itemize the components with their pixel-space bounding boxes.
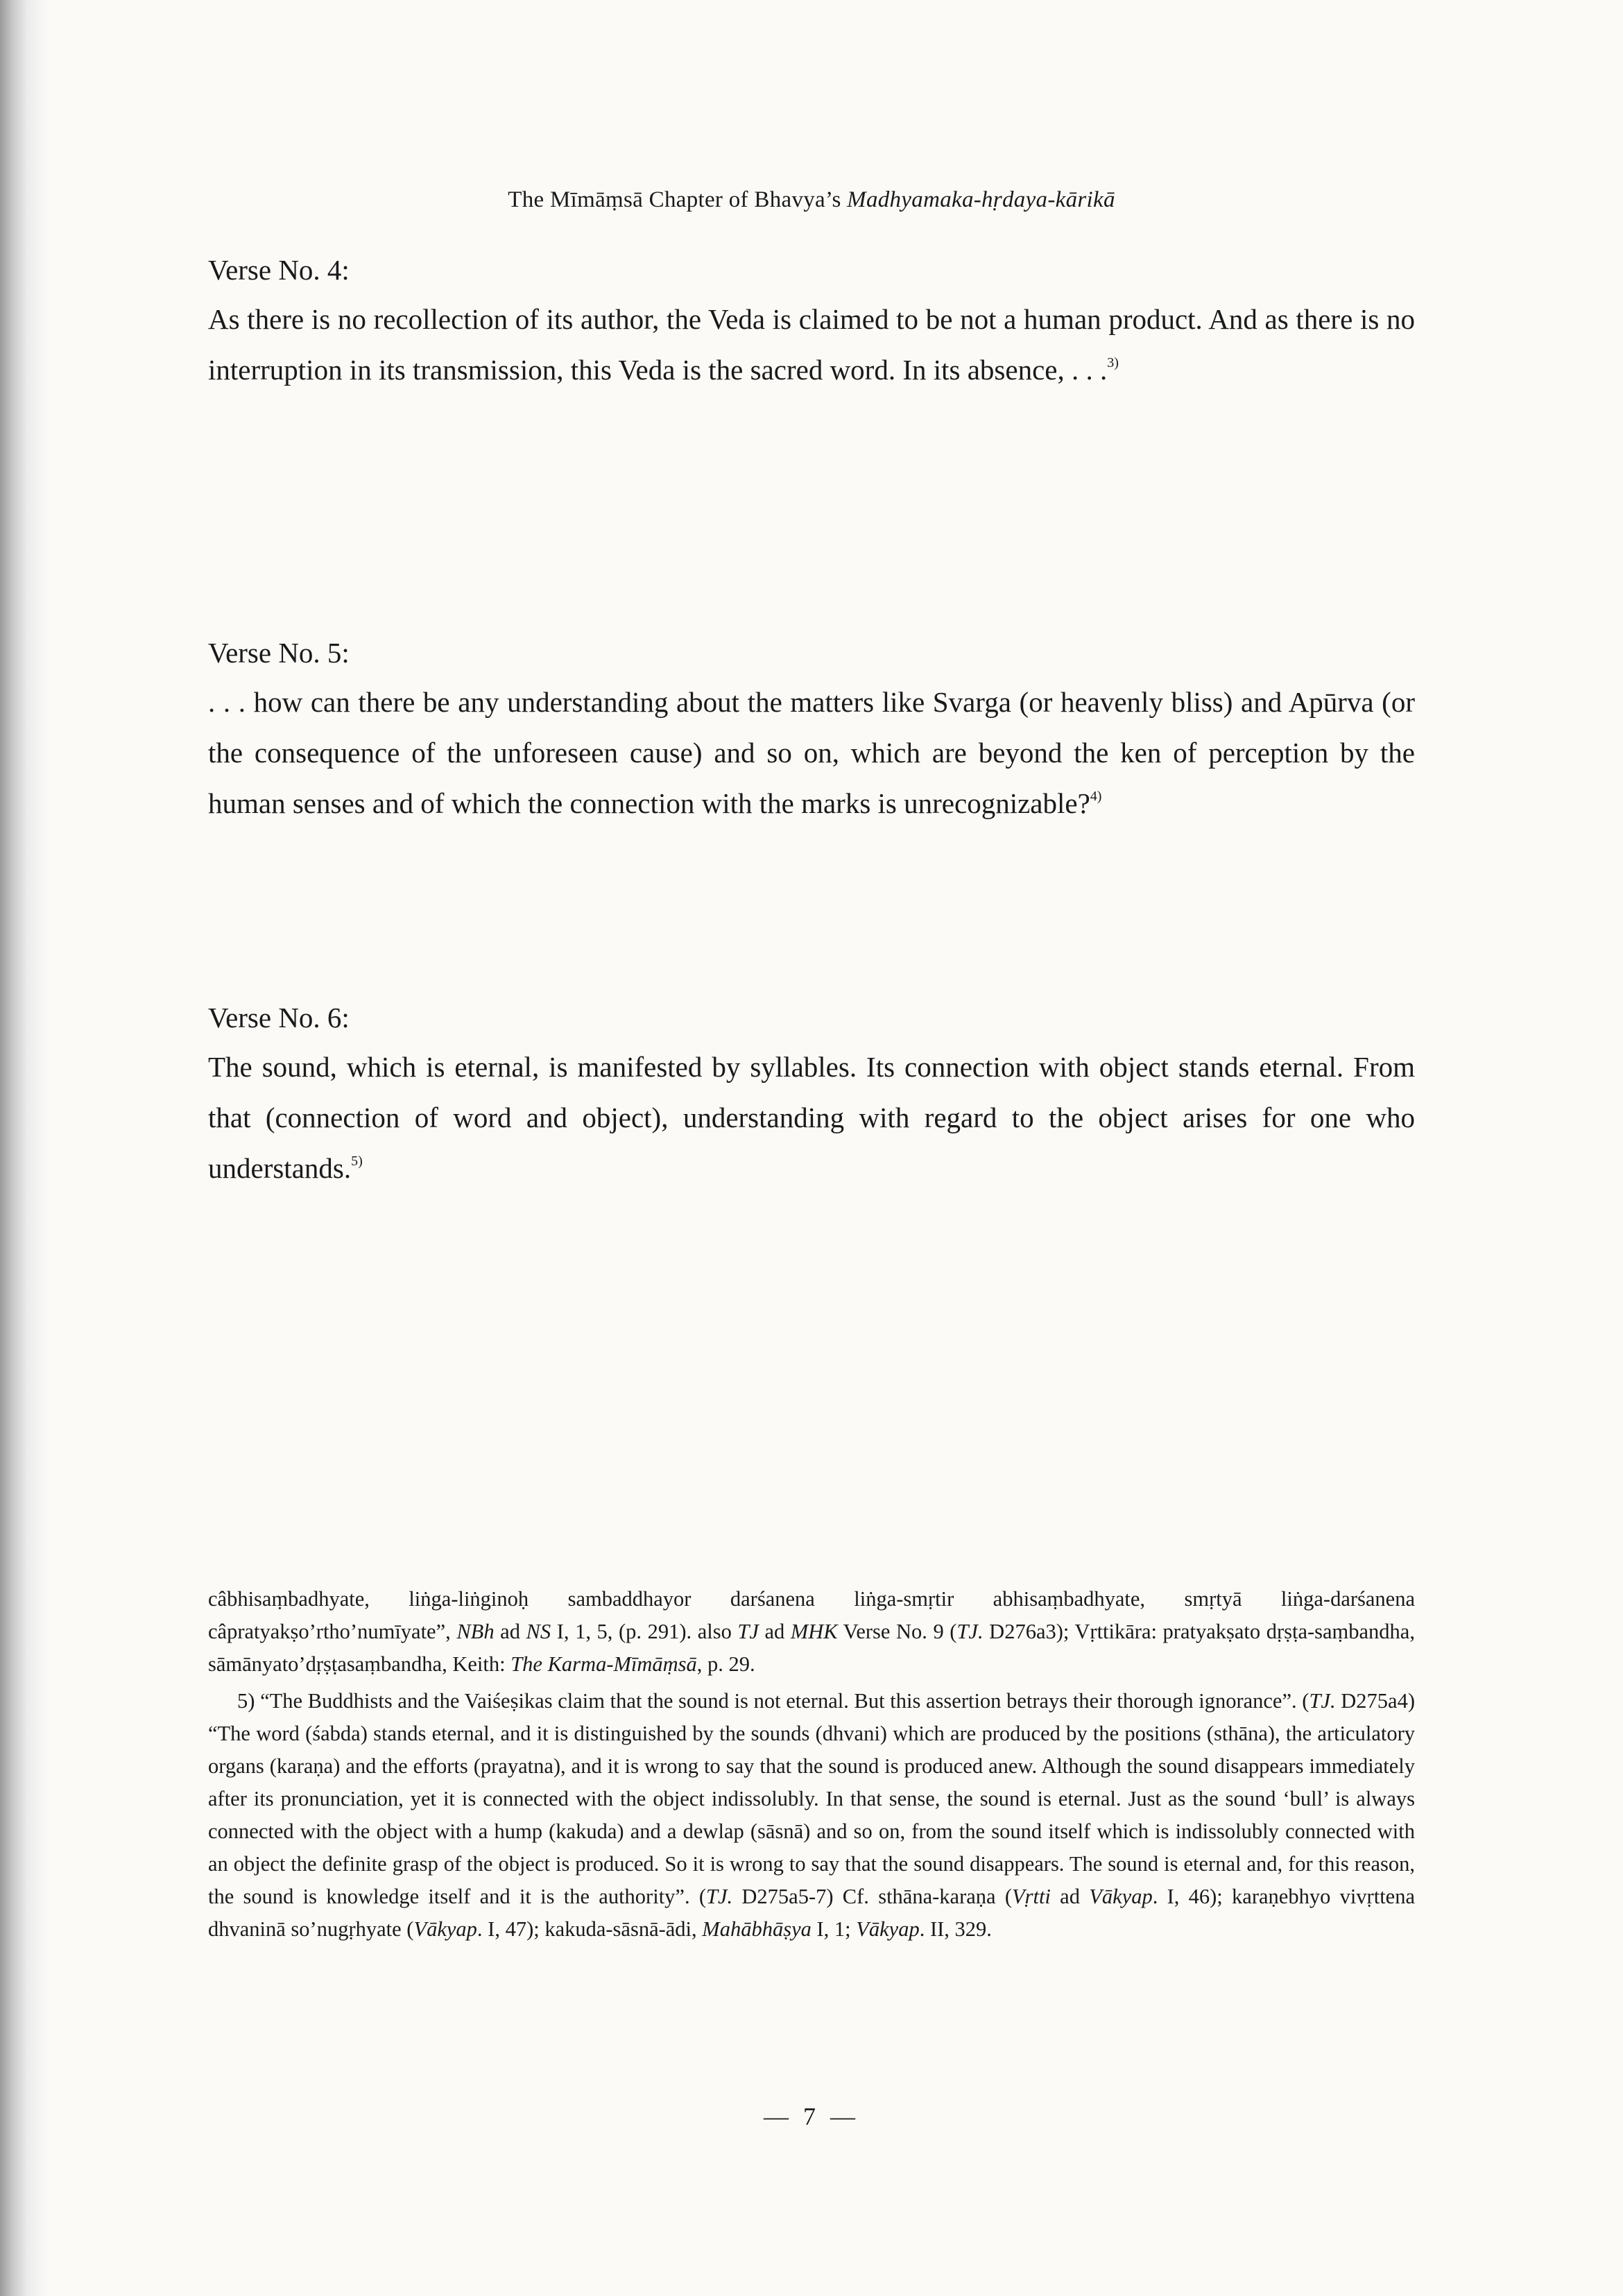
footnotes [208, 1583, 1415, 1946]
verse-5 [208, 631, 1415, 829]
footnote-5 [208, 1685, 1415, 1946]
fn-italic: The Karma-Mīmāṃsā [510, 1652, 697, 1676]
verse-text [208, 677, 1415, 829]
fn-italic: Mahābhāṣya [702, 1917, 812, 1941]
fn-text: 5) “The Buddhists and the Vaiśeṣikas claim that the sound is not eternal. But this assertion betrays their thorough ignorance”. ( [237, 1689, 1309, 1713]
running-head-prefix: The Mīmāṃsā Chapter of Bhavya’s [508, 187, 848, 212]
verse-label: Verse No. 4: [208, 254, 350, 286]
fn-text: I, 1, 5, (p. 291). also [551, 1620, 738, 1643]
verse-label: Verse No. 5: [208, 637, 350, 669]
fn-italic: TJ. [706, 1885, 733, 1908]
fn-text: , p. 29. [696, 1652, 755, 1676]
running-head [208, 187, 1415, 213]
footnote-continued [208, 1583, 1415, 1681]
verse-body: As there is no recollection of its author, the Veda is claimed to be not a human product. And as there is no interruption in its transmission, this Veda is the sacred word. In its absence, . . . [208, 303, 1415, 386]
fn-text: D275a5-7) Cf. sthāna-karaṇa ( [732, 1885, 1012, 1908]
fn-text: Verse No. 9 ( [837, 1620, 957, 1643]
fn-text: . I, 46); karaṇebhyo vivṛttena dhvaninā so’nugṛhyate ( [208, 1885, 1415, 1941]
fn-italic: TJ. [1309, 1689, 1336, 1713]
fn-italic: Vākyap [413, 1917, 477, 1941]
fn-text: ad [494, 1620, 526, 1643]
fn-text: câbhisaṃbadhyate, liṅga-liṅginoḥ sambaddhayor darśanena liṅga-smṛtir abhisaṃbadhyate, smṛtyā liṅga-darśanena câpratyakṣo’rtho’numīyate”, [208, 1587, 1415, 1643]
verse-4 [208, 248, 1415, 395]
fn-text: D276a3); Vṛttikāra: pratyakṣato dṛṣṭa-saṃbandha, sāmānyato’dṛṣṭasaṃbandha, Keith: [208, 1620, 1415, 1676]
fn-italic: Vākyap [856, 1917, 920, 1941]
fn-italic: MHK [790, 1620, 838, 1643]
running-head-title: Madhyamaka-hṛdaya-kārikā [847, 187, 1115, 212]
verse-text [208, 1042, 1415, 1194]
fn-text: . I, 47); kakuda-sāsnā-ādi, [476, 1917, 703, 1941]
fn-text: D275a4) “The word (śabda) stands eternal, and it is distinguished by the sounds (dhvani) which are produced by the positions (sthāna), the articulatory organs (karaṇa) and the efforts (prayatna), and it is wrong to say that the sound is produced anew. Although the sound disappears immediately after its pronunciation, yet it is connected with the object indissolubly. In that sense, the sound is eternal. Just as the sound ‘bull’ is always connected with the object with a hump (kakuda) and a dewlap (sāsnā) and so on, from the sound itself which is indissolubly connected with an object the definite grasp of the object is produced. So it is wrong to say that the sound disappears. The sound is eternal and, for this reason, the sound is knowledge itself and it is the authority”. ( [208, 1689, 1415, 1908]
fn-italic: Vṛtti [1011, 1885, 1051, 1908]
fn-italic: NS [526, 1620, 551, 1643]
fn-italic: Vākyap [1089, 1885, 1153, 1908]
footnote-ref: 5) [351, 1154, 363, 1169]
fn-italic: TJ [737, 1620, 759, 1643]
fn-text: I, 1; [811, 1917, 857, 1941]
verse-6 [208, 996, 1415, 1194]
fn-text: ad [1050, 1885, 1090, 1908]
fn-text: . II, 329. [919, 1917, 992, 1941]
page-number: — 7 — [764, 2102, 859, 2130]
verse-body: . . . how can there be any understanding about the matters like Svarga (or heavenly bliss) and Apūrva (or the consequence of the unforeseen cause) and so on, which are beyond the ken of perception by the human senses and of which the connection with the marks is unrecognizable? [208, 686, 1415, 819]
verse-label: Verse No. 6: [208, 1002, 350, 1034]
fn-italic: NBh [456, 1620, 495, 1643]
footnote-ref: 4) [1090, 789, 1102, 804]
footnote-ref: 3) [1107, 355, 1119, 370]
verse-body: The sound, which is eternal, is manifested by syllables. Its connection with object stands eternal. From that (connection of word and object), understanding with regard to the object arises for one who understands. [208, 1051, 1415, 1184]
fn-text: ad [758, 1620, 791, 1643]
fn-italic: TJ. [956, 1620, 984, 1643]
scan-spine-shadow [0, 0, 49, 2296]
verse-text [208, 294, 1415, 395]
